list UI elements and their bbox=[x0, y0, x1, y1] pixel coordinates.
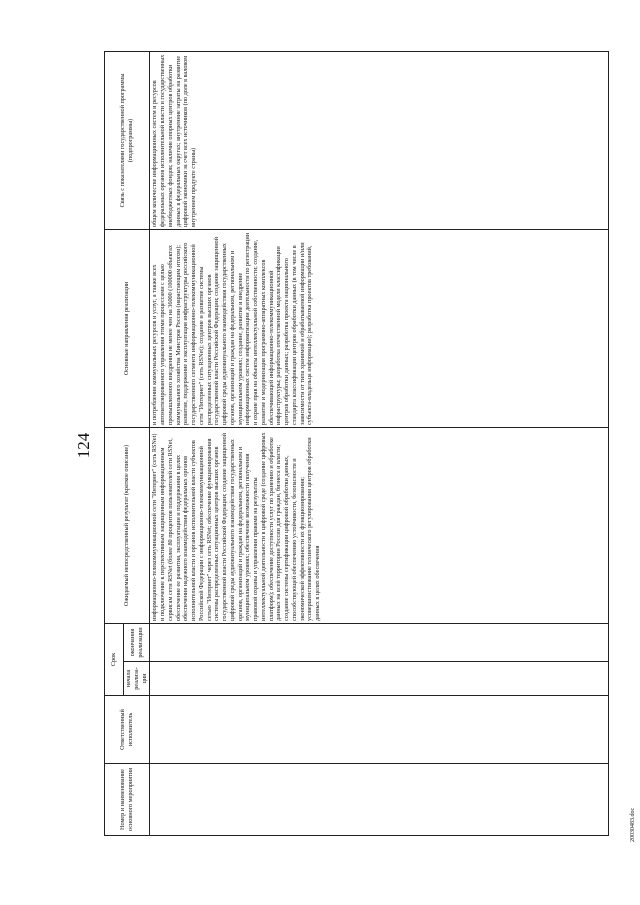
page-number: 124 bbox=[74, 432, 93, 459]
header-responsible: Ответственный исполнитель bbox=[105, 696, 150, 764]
header-term: Срок bbox=[105, 623, 124, 695]
cell-number-name bbox=[150, 764, 609, 836]
header-term-end: окончания реализации bbox=[124, 623, 150, 661]
header-row bbox=[105, 51, 124, 835]
rotated-page bbox=[48, 43, 636, 848]
header-link: Связь с показателями государственной программы (подпрограммы) bbox=[105, 51, 150, 229]
header-number-name: Номер и наименование основного мероприятия bbox=[105, 764, 150, 836]
header-directions: Основные направления реализации bbox=[105, 229, 150, 427]
cell-directions: и потреблении коммунальных ресурсов и услуг, а также всех автоматизированного управления этими процессами с целью промышленного внедрения не менее чем на 36000 (100000 объектах коммунального хозяйства Минстроя России (нарастающим итогом); развитие, поддержание и эксплуатация инфраструктуры российского государственного сегмента информационно-телекоммуникационной сети "Интернет" (сеть RSNet); создание и развитие системы распределенных ситуационных центров высших органов государственной власти Российской Федерации; создание защищенной цифровой среды аудиовизуального взаимодействия государственных органов, организаций и граждан на федеральном, региональном и муниципальном уровнях; создание, развитие и внедрение информационных систем информатизации деятельности по регистрации и охране прав на объекты интеллектуальной собственности; создание, развитие и модернизация программно-аппаратных комплексов обеспечивающей информационно-телекоммуникационной инфраструктуры; разработка отечественной модели классификации центров обработки данных; разработка проекта национального стандарта классификации центров обработки данных (в том числе в зависимости от типа хранимой и обрабатываемой информации и/или субъекта-владельца информации); разработка проектов требований, bbox=[150, 229, 609, 427]
table-row bbox=[150, 51, 609, 835]
measures-table bbox=[104, 51, 609, 836]
cell-link: общем количестве информационных систем и ресурсов федеральных органов исполнительной власти и государственных внебюджетных фондов; наличие опорных центров обработки данных в федеральных округах; внутренние затраты на развитие цифровой экономики за счет всех источников (по доле в валовом внутреннем продукте страны) bbox=[150, 51, 609, 229]
document-id: 20030483.doc bbox=[630, 807, 636, 842]
cell-result: информационно-телекоммуникационной сети "Интернет" (сеть RSNet) и подключение к перспективным защищенным информационным сервисам сети RSNet (более 80 процентов пользователей сети RSNet, обеспечение ее развития, эксплуатации и поддержания в целях обеспечения надежного взаимодействия федеральных органов исполнительной власти и органов исполнительной власти субъектов Российской Федерации с информационно-телекоммуникационной сетью "Интернет" через сеть RSNet; обеспечение функционирования системы распределенных ситуационных центров высших органов государственной власти Российской Федерации; создание защищенной цифровой среды аудиовизуального взаимодействия государственных органов, организаций и граждан на федеральном, региональном и муниципальном уровнях; обеспечение возможности получения правовой охраны и управления правами на результаты интеллектуальной деятельности в цифровой среде (создание цифровых платформ); обеспечение доступности услуг по хранению и обработке данных на всей территории России для граждан, бизнеса и власти; создание системы сертификации цифровой обработки данных, способствующей обеспечению устойчивости, безопасности и экономической эффективности их функционирования; усовершенствование технического регулирования центров обработки данных в целях обеспечения bbox=[150, 427, 609, 623]
cell-responsible bbox=[150, 696, 609, 764]
cell-term-start bbox=[150, 662, 609, 696]
header-term-start: начала реализа-ции bbox=[124, 662, 150, 696]
cell-term-end bbox=[150, 623, 609, 661]
header-result: Ожидаемый непосредственный результат (краткое описание) bbox=[105, 427, 150, 623]
